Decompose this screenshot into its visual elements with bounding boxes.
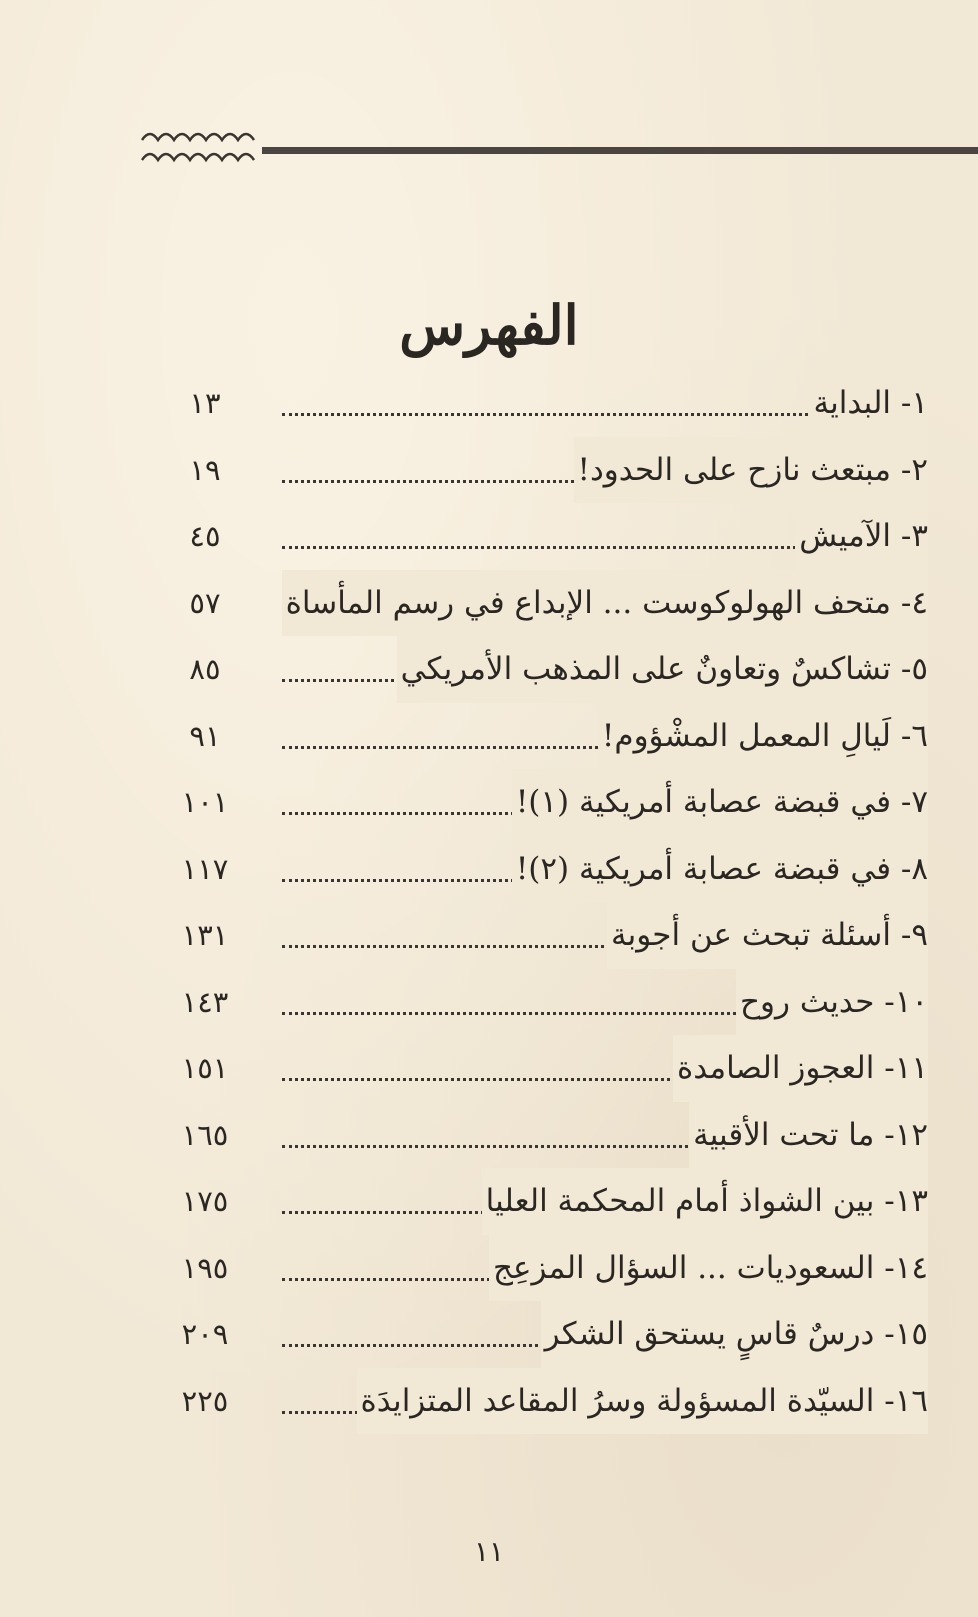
toc-entry-page: ٢٠٩ <box>181 1317 229 1351</box>
toc-entry-title: ١- البداية <box>809 370 928 437</box>
toc-entry-page: ١٧٥ <box>181 1184 229 1218</box>
toc-entry-page: ١٦٥ <box>181 1117 229 1152</box>
toc-entry-page: ١٩ <box>189 452 221 487</box>
toc-entry <box>160 969 928 1036</box>
toc-entry-title: ٥- تشاكسٌ وتعاونٌ على المذهب الأمريكي <box>397 636 928 703</box>
toc-entry-title: ٢- مبتعث نازح على الحدود! <box>574 437 928 504</box>
toc-entry-title: ٣- الآميش <box>795 503 928 570</box>
toc-entry-page: ١٩٥ <box>181 1250 229 1285</box>
toc-entry-title: ٤- متحف الهولوكوست ... الإبداع في رسم المأساة <box>282 570 928 637</box>
toc-entry-title: ٦- لَيالِ المعمل المشْؤوم! <box>598 703 928 770</box>
page-title: الفهرس <box>399 293 579 357</box>
toc-entry <box>160 836 928 903</box>
toc-entry <box>160 769 928 836</box>
toc-entry-page: ١٣ <box>189 386 221 420</box>
toc-entry-title: ١٣- بين الشواذ أمام المحكمة العليا <box>482 1168 928 1235</box>
table-of-contents <box>160 370 928 1434</box>
toc-entry-title: ٧- في قبضة عصابة أمريكية (١)! <box>512 769 928 836</box>
page-number: ١١ <box>473 1535 505 1568</box>
toc-entry-page: ١٣١ <box>181 918 229 952</box>
toc-entry <box>160 437 928 504</box>
toc-entry <box>160 703 928 770</box>
toc-entry-page: ١٤٣ <box>181 984 229 1019</box>
toc-entry <box>160 1035 928 1102</box>
toc-entry-page: ٨٥ <box>189 652 221 686</box>
toc-entry-page: ٩١ <box>189 718 221 753</box>
toc-entry-title: ٨- في قبضة عصابة أمريكية (٢)! <box>512 836 928 903</box>
toc-entry <box>160 503 928 570</box>
toc-entry-page: ١٥١ <box>181 1051 229 1085</box>
toc-entry <box>160 1102 928 1169</box>
toc-entry <box>160 1235 928 1302</box>
toc-entry <box>160 636 928 703</box>
toc-entry-page: ٢٢٥ <box>181 1383 229 1418</box>
toc-entry-page: ١٠١ <box>181 785 229 819</box>
toc-entry-title: ١١- العجوز الصامدة <box>673 1035 928 1102</box>
toc-entry-title: ١٢- ما تحت الأقبية <box>689 1102 928 1169</box>
toc-entry-title: ١٦- السيّدة المسؤولة وسرُ المقاعد المتزايدَة <box>357 1368 928 1435</box>
toc-entry <box>160 1368 928 1435</box>
toc-entry <box>160 902 928 969</box>
toc-entry-title: ١٥- درسٌ قاسٍ يستحق الشكر <box>541 1301 928 1368</box>
toc-entry <box>160 1168 928 1235</box>
wave-ornament-icon <box>138 120 258 168</box>
toc-entry-title: ١٠- حديث روح <box>736 969 928 1036</box>
toc-entry <box>160 370 928 437</box>
toc-entry-title: ٩- أسئلة تبحث عن أجوبة <box>607 902 928 969</box>
toc-entry-page: ٤٥ <box>189 519 221 553</box>
toc-entry <box>160 1301 928 1368</box>
toc-entry <box>160 570 928 637</box>
header-rule <box>262 147 978 154</box>
toc-entry-title: ١٤- السعوديات ... السؤال المزعِج <box>489 1235 928 1302</box>
toc-entry-page: ٥٧ <box>189 585 221 620</box>
toc-entry-page: ١١٧ <box>181 851 229 886</box>
